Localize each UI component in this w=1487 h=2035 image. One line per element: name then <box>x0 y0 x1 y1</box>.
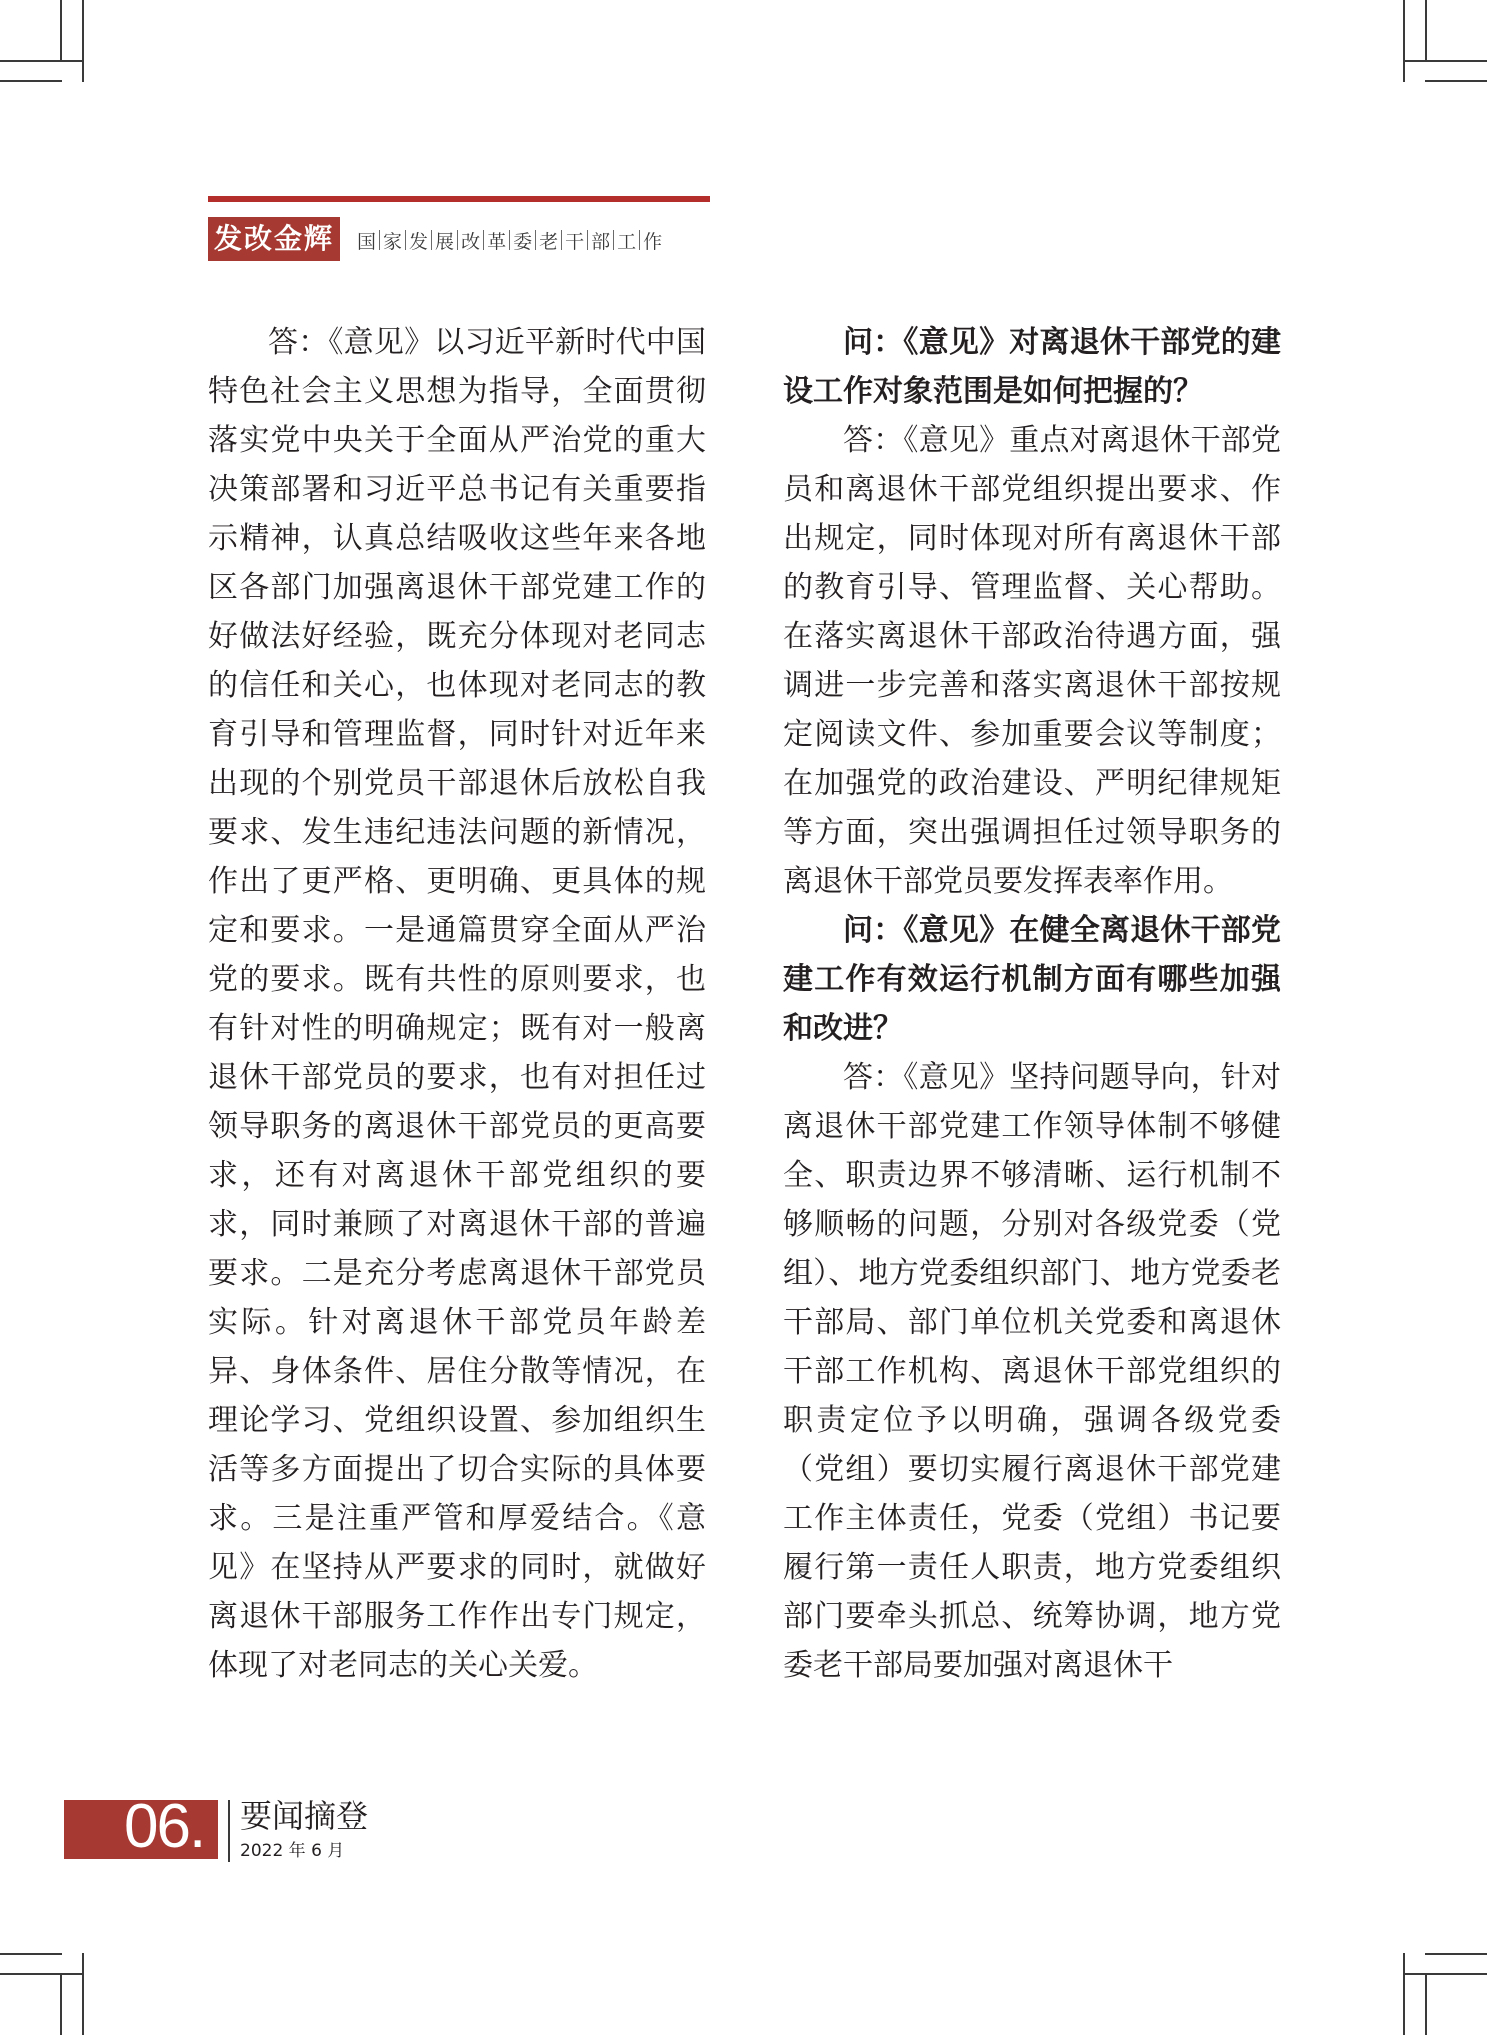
crop-mark-bl-v <box>82 1953 84 2035</box>
crop-mark-br-h <box>1425 1953 1487 1955</box>
issue-date: 2022 年 6 月 <box>240 1841 345 1861</box>
crop-mark-br-h2 <box>1405 1973 1487 1975</box>
crop-mark-bl-v2 <box>60 1973 62 2035</box>
header-nav-char: 作 <box>643 230 663 253</box>
header-nav-char: 家 <box>383 230 403 253</box>
header-nav-char: 工 <box>617 230 637 253</box>
header-rule <box>208 196 710 202</box>
header-nav-char: 老 <box>539 230 559 253</box>
header-nav-char: 委 <box>513 230 533 253</box>
header-nav-char: 改 <box>461 230 481 253</box>
left-column <box>208 318 706 1690</box>
crop-mark-br-v <box>1403 1953 1405 2035</box>
page-number: 06. <box>124 1792 205 1861</box>
right-column <box>783 318 1281 1690</box>
header-nav-char: 干 <box>565 230 585 253</box>
crop-mark-tr-h2 <box>1405 60 1487 62</box>
header-nav-char: 发 <box>409 230 429 253</box>
crop-mark-tr-h <box>1425 80 1487 82</box>
crop-mark-br-v2 <box>1425 1973 1427 2035</box>
footer-divider <box>228 1800 230 1862</box>
crop-mark-bl-h <box>0 1953 62 1955</box>
header-nav <box>354 225 665 255</box>
crop-mark-tr-v <box>1403 0 1405 82</box>
crop-mark-tr-v2 <box>1425 0 1427 62</box>
magazine-logo-badge: 发改金辉 <box>208 217 340 261</box>
answer-paragraph: 答：《意见》坚持问题导向，针对离退休干部党建工作领导体制不够健全、职责边界不够清晰、运行机制不够顺畅的问题，分别对各级党委（党组）、地方党委组织部门、地方党委老干部局、部门单位机关党委和离退休干部工作机构、离退休干部党组织的职责定位予以明确，强调各级党委（党组）要切实履行离退休干部党建工作主体责任，党委（党组）书记要履行第一责任人职责，地方党委组织部门要牵头抓总、统筹协调，地方党委老干部局要加强对离退休干 <box>783 1060 1281 1683</box>
header-nav-char: 部 <box>591 230 611 253</box>
header-nav-char: 革 <box>487 230 507 253</box>
crop-mark-tl-h <box>0 80 62 82</box>
crop-mark-bl-h2 <box>0 1973 82 1975</box>
question-paragraph: 问：《意见》在健全离退休干部党建工作有效运行机制方面有哪些加强和改进？ <box>783 913 1281 1046</box>
answer-paragraph: 答：《意见》重点对离退休干部党员和离退休干部党组织提出要求、作出规定，同时体现对所有离退休干部的教育引导、管理监督、关心帮助。在落实离退休干部政治待遇方面，强调进一步完善和落实离退休干部按规定阅读文件、参加重要会议等制度；在加强党的政治建设、严明纪律规矩等方面，突出强调担任过领导职务的离退休干部党员要发挥表率作用。 <box>783 423 1281 899</box>
question-paragraph: 问：《意见》对离退休干部党的建设工作对象范围是如何把握的？ <box>783 325 1281 409</box>
crop-mark-tl-h2 <box>0 60 82 62</box>
crop-mark-tl-v <box>82 0 84 82</box>
answer-paragraph: 答：《意见》以习近平新时代中国特色社会主义思想为指导，全面贯彻落实党中央关于全面从严治党的重大决策部署和习近平总书记有关重要指示精神，认真总结吸收这些年来各地区各部门加强离退休干部党建工作的好做法好经验，既充分体现对老同志的信任和关心，也体现对老同志的教育引导和管理监督，同时针对近年来出现的个别党员干部退休后放松自我要求、发生违纪违法问题的新情况，作出了更严格、更明确、更具体的规定和要求。一是通篇贯穿全面从严治党的要求。既有共性的原则要求，也有针对性的明确规定；既有对一般离退休干部党员的要求，也有对担任过领导职务的离退休干部党员的更高要求，还有对离退休干部党组织的要求，同时兼顾了对离退休干部的普遍要求。二是充分考虑离退休干部党员实际。针对离退休干部党员年龄差异、身体条件、居住分散等情况，在理论学习、党组织设置、参加组织生活等多方面提出了切合实际的具体要求。三是注重严管和厚爱结合。《意见》在坚持从严要求的同时，就做好离退休干部服务工作作出专门规定，体现了对老同志的关心关爱。 <box>208 325 706 1683</box>
crop-mark-tl-v2 <box>60 0 62 62</box>
header-nav-char: 国 <box>357 230 377 253</box>
header-nav-char: 展 <box>435 230 455 253</box>
section-title: 要闻摘登 <box>240 1797 369 1835</box>
